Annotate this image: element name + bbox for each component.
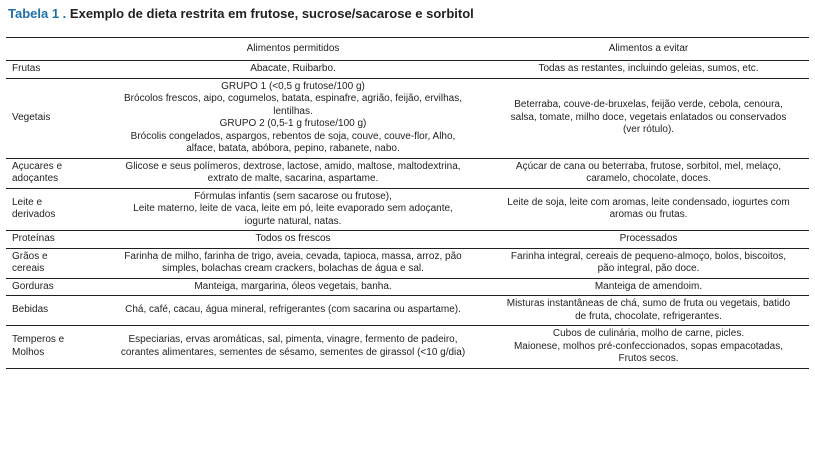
header-avoid: Alimentos a evitar (488, 38, 809, 61)
cell-line: Grãos e (12, 250, 48, 262)
cell-line: Bebidas (12, 304, 49, 316)
allowed-foods-cell (98, 158, 488, 188)
cell-line: simples, bolachas cream crackers, bolachas de água e sal. (162, 263, 424, 274)
table-row (6, 278, 809, 296)
cell-line: extrato de malte, sacarina, aspartame. (207, 173, 379, 184)
cell-line: GRUPO 2 (0,5-1 g frutose/100 g) (219, 118, 367, 129)
table-row (6, 296, 809, 326)
category-cell (6, 78, 98, 158)
cell-line: Frutos secos. (618, 353, 679, 364)
category-cell (6, 231, 98, 249)
avoid-foods-cell (488, 61, 809, 79)
table-row (6, 326, 809, 369)
allowed-foods-cell (98, 278, 488, 296)
cell-line: Maionese, molhos pré-confeccionados, sopas empacotadas, (513, 340, 784, 352)
allowed-foods-cell (98, 61, 488, 79)
cell-line: GRUPO 1 (<0,5 g frutose/100 g) (221, 80, 365, 92)
table-row (6, 248, 809, 278)
header-allowed: Alimentos permitidos (98, 38, 488, 61)
category-cell (6, 188, 98, 231)
cell-line: alface, batata, abóbora, pepino, rabanete, nabo. (186, 143, 400, 154)
cell-line: Fórmulas infantis (sem sacarose ou frutose), (194, 190, 392, 202)
cell-line: Cubos de culinária, molho de carne, picles. (552, 328, 745, 339)
cell-line: Leite e (12, 196, 43, 208)
header-row (6, 38, 809, 61)
cell-line: Temperos e (12, 334, 65, 346)
avoid-foods-cell (488, 248, 809, 278)
table-number: Tabela 1 . (8, 6, 67, 21)
table-row (6, 61, 809, 79)
table-row (6, 158, 809, 188)
cell-line: Farinha de milho, farinha de trigo, aveia, cevada, tapioca, massa, arroz, pão (124, 250, 462, 262)
allowed-foods-cell (98, 188, 488, 231)
cell-line: Especiarias, ervas aromáticas, sal, pimenta, vinagre, fermento de padeiro, (128, 334, 458, 346)
allowed-foods-cell (98, 231, 488, 249)
diet-table (6, 37, 809, 369)
cell-line: Vegetais (12, 111, 51, 123)
cell-line: Brócolis congelados, aspargos, rebentos de soja, couve, couve-flor, Alho, (130, 130, 456, 142)
cell-line: Misturas instantâneas de chá, sumo de fruta ou vegetais, batido (506, 298, 791, 309)
table-title: Exemplo de dieta restrita em frutose, sucrose/sacarose e sorbitol (69, 6, 474, 21)
avoid-foods-cell (488, 278, 809, 296)
cell-line: lentilhas. (273, 105, 313, 117)
category-cell (6, 326, 98, 369)
cell-line: (ver rótulo). (622, 124, 675, 136)
avoid-foods-cell (488, 158, 809, 188)
category-cell (6, 248, 98, 278)
cell-line: Leite de soja, leite com aromas, leite condensado, iogurtes com (507, 196, 790, 208)
category-cell (6, 296, 98, 326)
avoid-foods-cell (488, 231, 809, 249)
table-row (6, 188, 809, 231)
cell-line: Chá, café, cacau, água mineral, refrigerantes (com sacarina ou aspartame). (125, 304, 461, 316)
avoid-foods-cell (488, 188, 809, 231)
category-cell (6, 278, 98, 296)
cell-line: Açucares e (12, 160, 63, 172)
allowed-foods-cell (98, 248, 488, 278)
table-body (6, 61, 809, 369)
cell-line: Manteiga, margarina, óleos vegetais, banha. (194, 280, 392, 292)
avoid-foods-cell (488, 78, 809, 158)
cell-line: pão integral, pão doce. (597, 263, 700, 274)
header-category (6, 38, 98, 61)
cell-line: Beterraba, couve-de-bruxelas, feijão verde, cebola, cenoura, (514, 99, 783, 111)
cell-line: Farinha integral, cereais de pequeno-almoço, bolos, biscoitos, (510, 250, 787, 262)
cell-line: de fruta, chocolate, refrigerantes. (575, 310, 722, 322)
cell-line: Proteínas (12, 233, 55, 244)
cell-line: corantes alimentares, sementes de sésamo, sementes de girassol (<10 g/dia) (120, 346, 466, 358)
avoid-foods-cell (488, 326, 809, 369)
cell-line: Processados (619, 233, 678, 244)
table-row (6, 78, 809, 158)
avoid-foods-cell (488, 296, 809, 326)
cell-line: Glicose e seus polímeros, dextrose, lactose, amido, maltose, maltodextrina, (125, 160, 461, 172)
cell-line: salsa, tomate, milho doce, vegetais enlatados ou conservados (510, 111, 787, 123)
table-caption (8, 6, 474, 21)
cell-line: derivados (12, 209, 56, 221)
table-row (6, 231, 809, 249)
cell-line: cereais (12, 263, 45, 274)
cell-line: Frutas (12, 63, 41, 74)
cell-line: adoçantes (12, 173, 59, 184)
cell-line: Todos os frescos (255, 233, 331, 244)
cell-line: Manteiga de amendoim. (594, 280, 703, 292)
allowed-foods-cell (98, 326, 488, 369)
cell-line: caramelo, chocolate, doces. (586, 173, 711, 184)
cell-line: Leite materno, leite de vaca, leite em pó, leite evaporado sem adoçante, (133, 203, 453, 214)
allowed-foods-cell (98, 296, 488, 326)
category-cell (6, 158, 98, 188)
cell-line: Gorduras (12, 280, 54, 292)
allowed-foods-cell (98, 78, 488, 158)
cell-line: aromas ou frutas. (609, 209, 688, 221)
cell-line: Molhos (12, 346, 45, 358)
cell-line: Abacate, Ruibarbo. (250, 63, 336, 74)
cell-line: iogurte natural, natas. (244, 215, 342, 227)
category-cell (6, 61, 98, 79)
cell-line: Açúcar de cana ou beterraba, frutose, sorbitol, mel, melaço, (515, 160, 782, 172)
cell-line: Brócolos frescos, aipo, cogumelos, batata, espinafre, agrião, feijão, ervilhas, (124, 93, 462, 104)
cell-line: Todas as restantes, incluindo geleias, sumos, etc. (538, 63, 759, 74)
table-header (6, 38, 809, 61)
